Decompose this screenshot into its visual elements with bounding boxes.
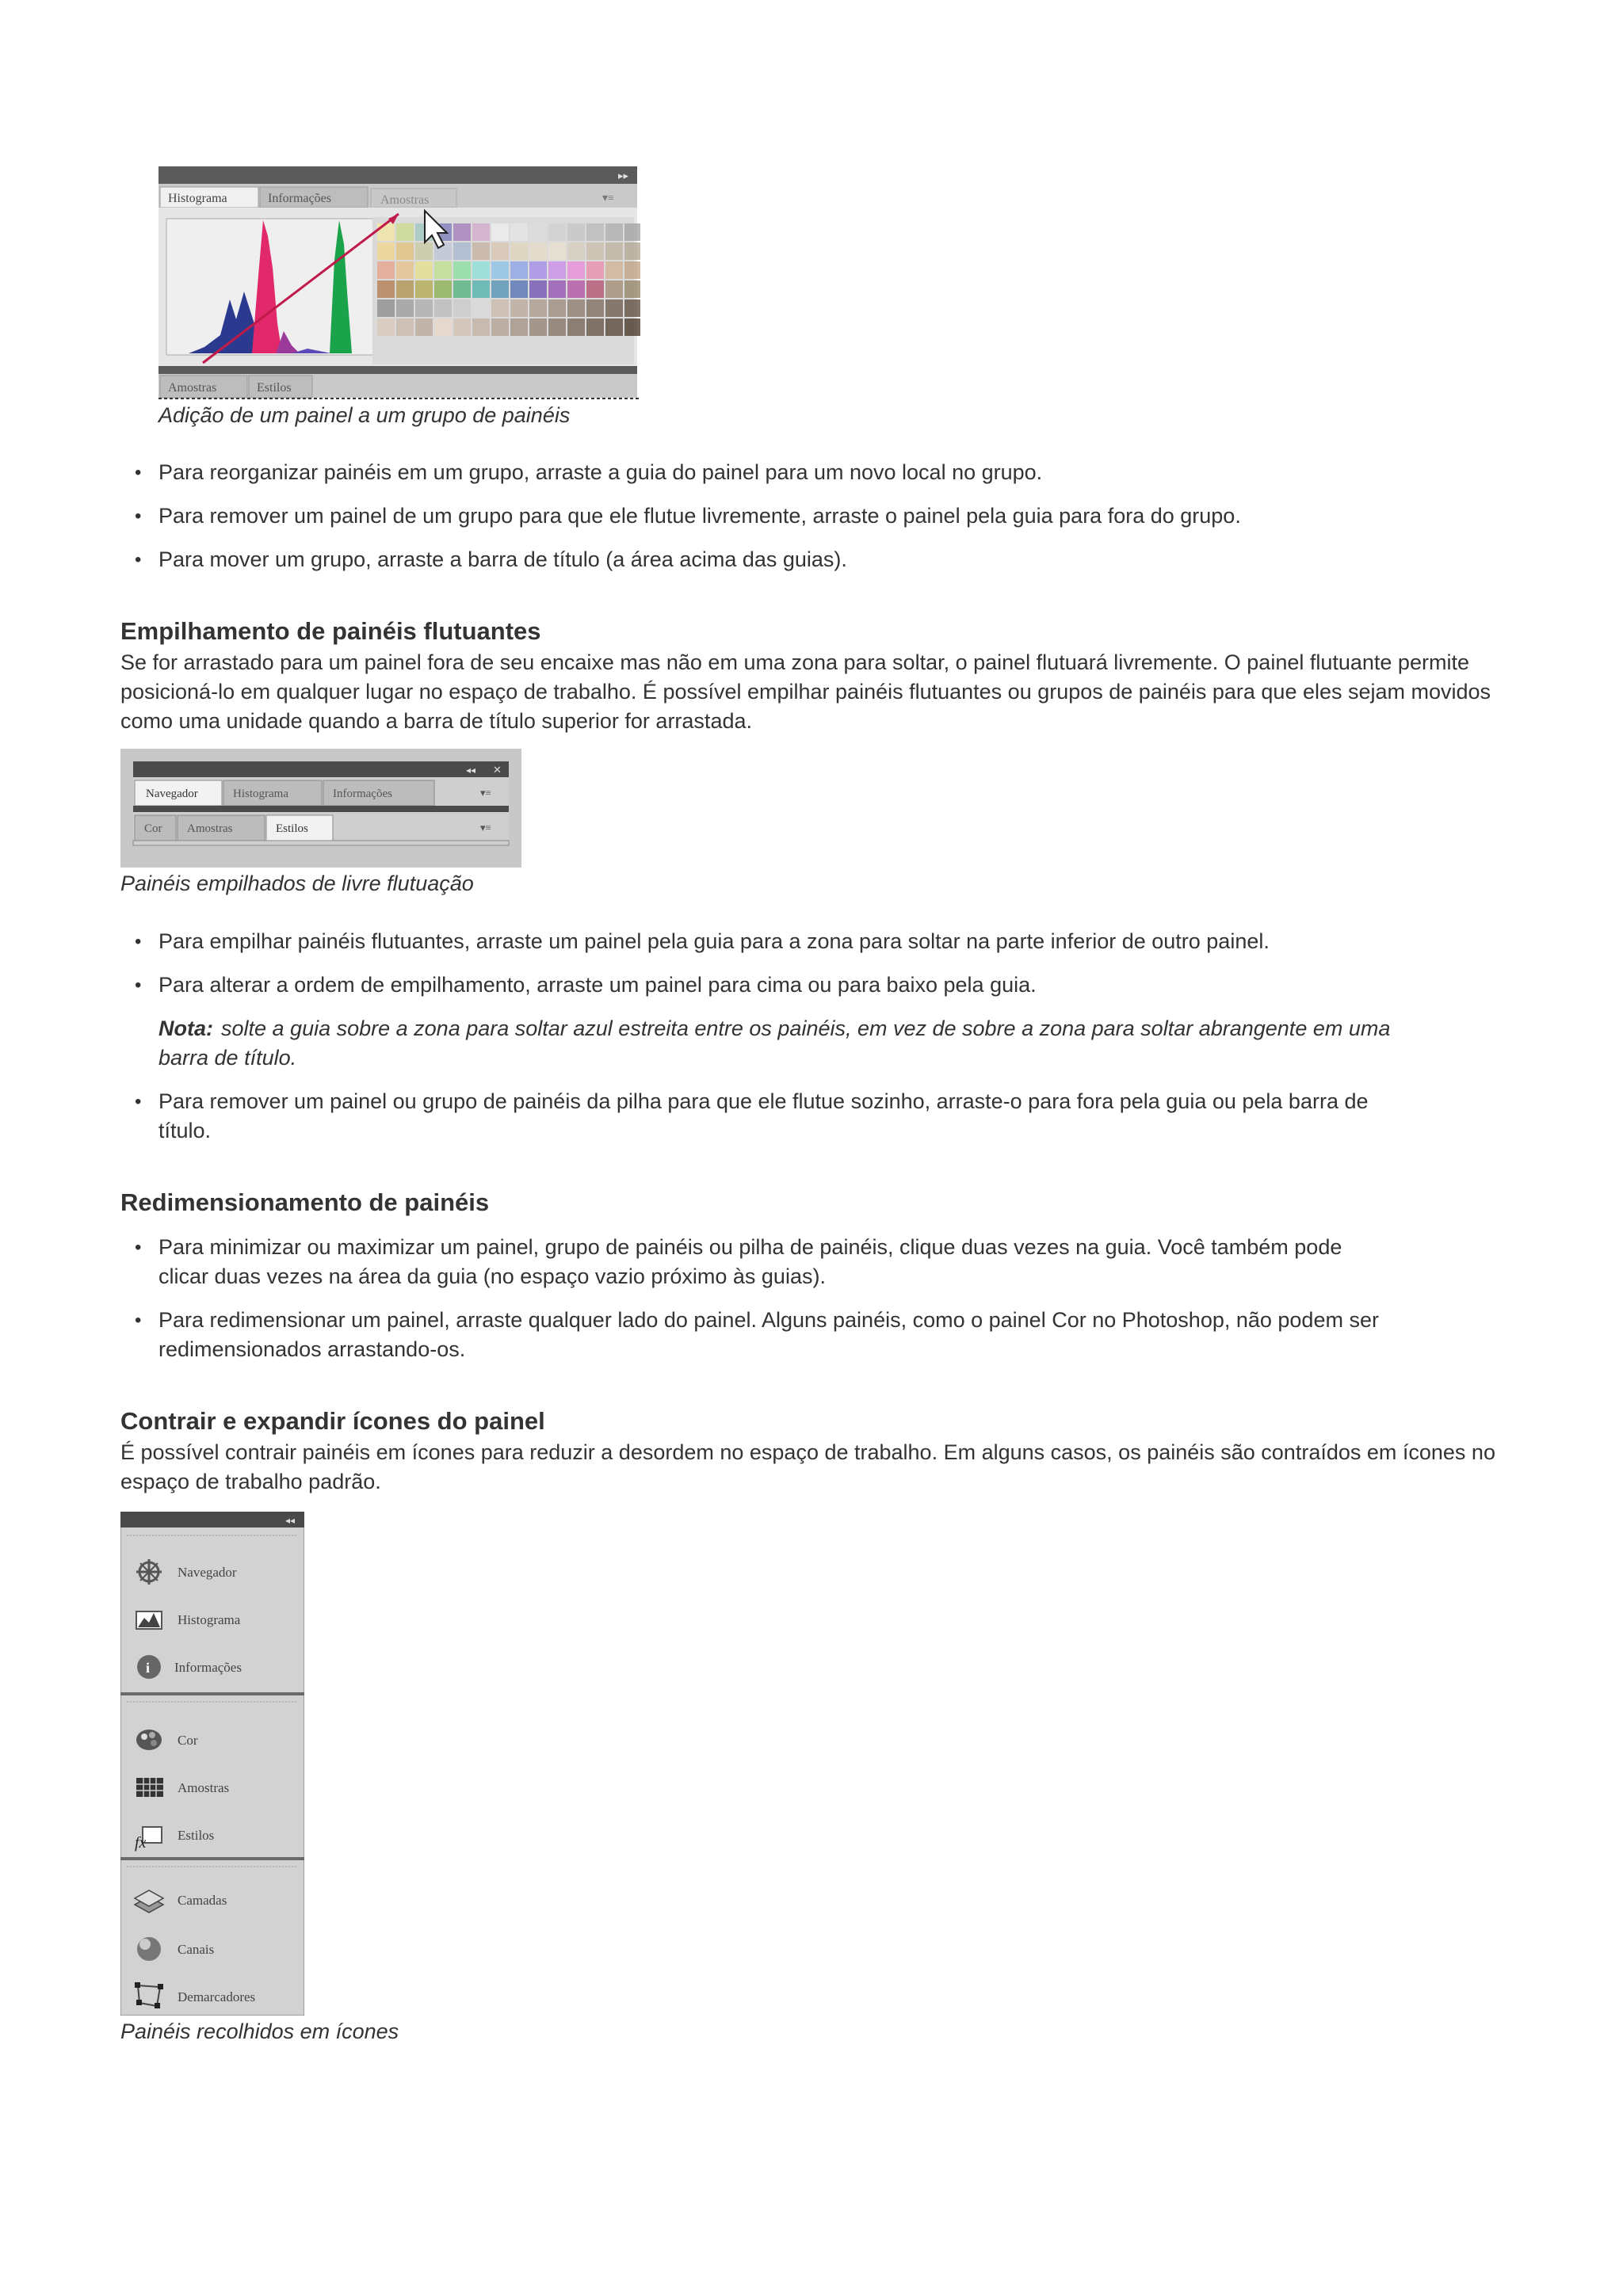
- panel-menu-icon[interactable]: ▾≡: [480, 787, 491, 799]
- swatches-icon: [136, 1778, 163, 1797]
- swatch-cell: [453, 261, 471, 279]
- swatch-cell: [510, 223, 528, 241]
- tab-label: Estilos: [257, 381, 292, 395]
- tab-label: Histograma: [233, 788, 288, 800]
- swatch-cell: [453, 223, 471, 241]
- swatch-cell: [491, 223, 509, 241]
- list-item: • Para mover um grupo, arraste a barra de título (a área acima das guias).: [158, 545, 1395, 574]
- note-text: solte a guia sobre a zona para soltar azul estreita entre os painéis, em vez de sobre a zona para soltar abrangente em uma barra de título.: [158, 1016, 1391, 1070]
- swatch-cell: [453, 299, 471, 317]
- title-bar[interactable]: [120, 1512, 304, 1527]
- title-bar[interactable]: [133, 761, 509, 777]
- swatch-cell: [548, 280, 566, 298]
- swatch-cell: [605, 318, 623, 336]
- swatch-cell: [529, 261, 547, 279]
- collapse-icon[interactable]: ◂◂: [466, 765, 476, 776]
- swatch-cell: [586, 242, 604, 260]
- swatch-cell: [396, 261, 414, 279]
- swatch-cell: [415, 261, 433, 279]
- swatch-cell: [491, 299, 509, 317]
- swatch-cell: [472, 261, 490, 279]
- swatch-cell: [472, 280, 490, 298]
- swatch-cell: [510, 299, 528, 317]
- channels-icon: [137, 1937, 161, 1961]
- list-item: • Para empilhar painéis flutuantes, arraste um painel pela guia para a zona para soltar na parte inferior de outro painel.: [158, 927, 1395, 956]
- panel-label: Amostras: [178, 1780, 230, 1795]
- section-heading: Redimensionamento de painéis: [120, 1188, 490, 1216]
- swatch-cell: [472, 223, 490, 241]
- swatch-cell: [586, 299, 604, 317]
- swatch-cell: [567, 280, 585, 298]
- swatch-cell: [472, 242, 490, 260]
- swatch-cell: [396, 242, 414, 260]
- panel-label: Navegador: [178, 1565, 237, 1580]
- swatch-cell: [491, 280, 509, 298]
- svg-text:fx: fx: [135, 1834, 147, 1852]
- swatch-cell: [548, 318, 566, 336]
- panel-label: Histograma: [178, 1612, 241, 1627]
- swatch-cell: [415, 299, 433, 317]
- tab-label: Cor: [144, 822, 162, 835]
- swatch-cell: [396, 318, 414, 336]
- swatch-cell: [586, 223, 604, 241]
- swatch-cell: [510, 318, 528, 336]
- stacked-panels-figure: [120, 749, 521, 868]
- swatch-cell: [567, 318, 585, 336]
- swatch-cell: [548, 261, 566, 279]
- note: [158, 1014, 1395, 1073]
- tab-label: Navegador: [146, 788, 198, 800]
- list-item: • Para remover um painel de um grupo para que ele flutue livremente, arraste o painel pela guia para fora do grupo.: [158, 502, 1395, 531]
- swatch-cell: [453, 242, 471, 260]
- figure-caption: Painéis recolhidos em ícones: [120, 2019, 399, 2043]
- swatch-cell: [567, 299, 585, 317]
- panel-label: Camadas: [178, 1893, 227, 1908]
- swatch-cell: [624, 242, 640, 260]
- swatch-cell: [396, 280, 414, 298]
- tab-label: Estilos: [276, 822, 308, 835]
- tab-label: Amostras: [187, 822, 233, 835]
- panel-label: Informações: [174, 1660, 242, 1675]
- swatch-cell: [453, 280, 471, 298]
- list-item: • Para remover um painel ou grupo de painéis da pilha para que ele flutue sozinho, arraste-o para fora pela guia ou pela barra de título.: [158, 1087, 1395, 1146]
- list-item: • Para minimizar ou maximizar um painel, grupo de painéis ou pilha de painéis, clique duas vezes na guia. Você também pode clicar duas vezes na área da guia (no espaço vazio próximo às guias).: [158, 1233, 1395, 1291]
- swatch-cell: [491, 261, 509, 279]
- tab-label: Amostras: [168, 381, 217, 395]
- swatch-cell: [567, 261, 585, 279]
- swatch-cell: [529, 223, 547, 241]
- tab-label: Informações: [268, 192, 331, 205]
- swatch-cell: [434, 261, 452, 279]
- close-icon[interactable]: ✕: [493, 764, 502, 776]
- section-heading: Empilhamento de painéis flutuantes: [120, 617, 541, 645]
- swatch-cell: [624, 280, 640, 298]
- panel-label: Canais: [178, 1942, 215, 1957]
- swatch-cell: [377, 318, 395, 336]
- swatch-cell: [396, 299, 414, 317]
- panel-label: Cor: [178, 1733, 198, 1748]
- swatch-cell: [548, 223, 566, 241]
- swatch-cell: [510, 280, 528, 298]
- swatch-cell: [529, 280, 547, 298]
- swatch-cell: [567, 242, 585, 260]
- swatch-cell: [472, 318, 490, 336]
- swatch-cell: [377, 242, 395, 260]
- list-item: • Para reorganizar painéis em um grupo, arraste a guia do painel para um novo local no grupo.: [158, 458, 1395, 487]
- swatch-cell: [453, 318, 471, 336]
- swatch-cell: [624, 299, 640, 317]
- swatch-cell: [586, 318, 604, 336]
- swatch-cell: [396, 223, 414, 241]
- swatch-cell: [624, 261, 640, 279]
- swatch-cell: [377, 261, 395, 279]
- title-bar[interactable]: [158, 166, 637, 184]
- swatch-cell: [434, 299, 452, 317]
- panel-label: Estilos: [178, 1828, 215, 1843]
- swatch-cell: [434, 280, 452, 298]
- swatch-cell: [624, 318, 640, 336]
- swatch-cell: [491, 242, 509, 260]
- panel-icon-histograma[interactable]: [136, 1611, 241, 1629]
- swatch-cell: [377, 299, 395, 317]
- swatch-cell: [548, 242, 566, 260]
- figure-caption: Adição de um painel a um grupo de painéis: [158, 403, 571, 427]
- swatch-cell: [548, 299, 566, 317]
- panel-menu-icon[interactable]: ▾≡: [480, 822, 491, 833]
- svg-text:i: i: [146, 1660, 151, 1676]
- info-icon: [137, 1655, 161, 1679]
- expand-icon[interactable]: ◂◂: [285, 1515, 296, 1526]
- tab-label: Histograma: [168, 192, 227, 205]
- list-item: • Para alterar a ordem de empilhamento, arraste um painel para cima ou para baixo pela guia.: [158, 971, 1395, 1000]
- section-heading: Contrair e expandir ícones do painel: [120, 1407, 545, 1435]
- panel-icon-amostras[interactable]: [136, 1778, 229, 1797]
- swatch-cell: [605, 261, 623, 279]
- swatch-cell: [529, 299, 547, 317]
- figure-caption: Painéis empilhados de livre flutuação: [120, 871, 474, 895]
- expand-icon[interactable]: ▸▸: [618, 170, 629, 181]
- note-label: Nota:: [158, 1016, 213, 1040]
- swatch-cell: [605, 223, 623, 241]
- tab-label: Informações: [333, 788, 392, 800]
- swatch-cell: [377, 223, 395, 241]
- swatch-cell: [472, 299, 490, 317]
- swatch-cell: [586, 261, 604, 279]
- swatch-cell: [377, 280, 395, 298]
- swatch-cell: [415, 242, 433, 260]
- swatch-cell: [415, 280, 433, 298]
- swatch-cell: [510, 261, 528, 279]
- panel-label: Demarcadores: [178, 1989, 256, 2004]
- swatch-cell: [586, 280, 604, 298]
- swatch-cell: [624, 223, 640, 241]
- swatch-cell: [529, 318, 547, 336]
- panel-menu-icon[interactable]: ▾≡: [602, 193, 614, 204]
- list-item: • Para redimensionar um painel, arraste qualquer lado do painel. Alguns painéis, como o painel Cor no Photoshop, não podem ser redimensionados arrastando-os.: [158, 1306, 1395, 1364]
- swatch-cell: [510, 242, 528, 260]
- color-icon: [136, 1730, 162, 1750]
- swatch-cell: [605, 242, 623, 260]
- paragraph: Se for arrastado para um painel fora de seu encaixe mas não em uma zona para soltar, o painel flutuará livremente. O painel flutuante permite posicioná-lo em qualquer lugar no espaço de trabalho. É possível empilhar painéis flutuantes ou grupos de painéis para que eles sejam movidos como uma unidade quando a barra de título superior for arrastada.: [120, 650, 1491, 733]
- swatch-cell: [605, 280, 623, 298]
- swatch-cell: [415, 318, 433, 336]
- swatch-cell: [529, 242, 547, 260]
- swatch-cell: [434, 318, 452, 336]
- collapsed-panels-figure: [120, 1512, 304, 2016]
- swatch-cell: [605, 299, 623, 317]
- swatch-cell: [567, 223, 585, 241]
- swatch-cell: [491, 318, 509, 336]
- histogram-icon: [136, 1611, 162, 1629]
- panel-group-figure: [157, 165, 640, 399]
- tab-label: Amostras: [380, 193, 430, 207]
- paragraph: É possível contrair painéis em ícones para reduzir a desordem no espaço de trabalho. Em alguns casos, os painéis são contraídos em ícones no espaço de trabalho padrão.: [120, 1440, 1495, 1493]
